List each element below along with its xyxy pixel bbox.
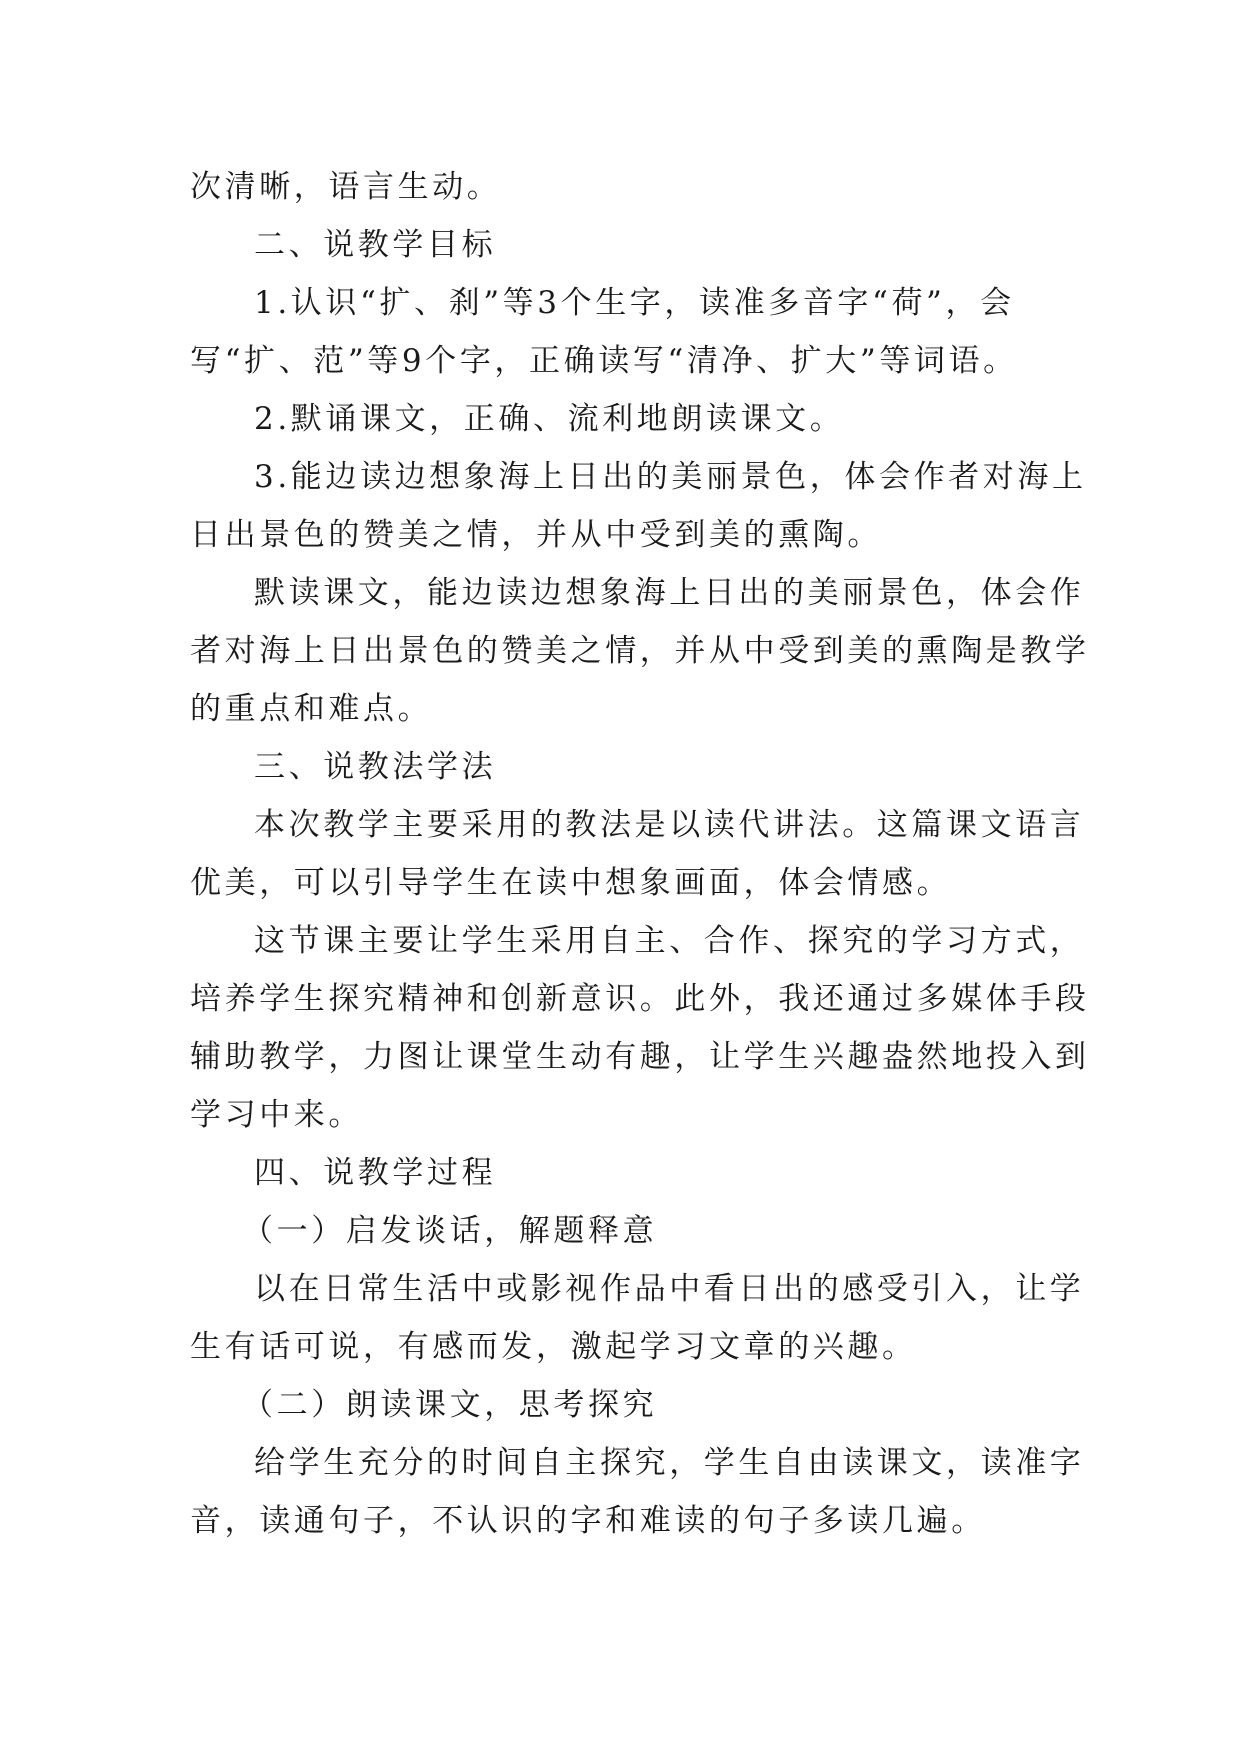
key-points-line-3: 的重点和难点。: [190, 691, 433, 727]
methods-paragraph-2-line-4: 学习中来。: [190, 1097, 363, 1133]
subheading-step-1: （一）启发谈话，解题释意: [242, 1213, 658, 1249]
step-2-line-2: 音，读通句子，不认识的字和难读的句子多读几遍。: [190, 1503, 986, 1539]
methods-paragraph-2-line-3: 辅助教学，力图让课堂生动有趣，让学生兴趣盎然地投入到: [190, 1039, 1090, 1075]
goal-2: 2.默诵课文，正确、流利地朗读课文。: [254, 401, 845, 437]
section-heading-teaching-goals: 二、说教学目标: [254, 227, 497, 263]
step-1-line-2: 生有话可说，有感而发，激起学习文章的兴趣。: [190, 1329, 917, 1365]
goal-3-line-2: 日出景色的赞美之情，并从中受到美的熏陶。: [190, 517, 882, 553]
methods-paragraph-1-line-2: 优美，可以引导学生在读中想象画面，体会情感。: [190, 865, 952, 901]
key-points-line-1: 默读课文，能边读边想象海上日出的美丽景色，体会作: [254, 575, 1085, 611]
step-2-line-1: 给学生充分的时间自主探究，学生自由读课文，读准字: [254, 1445, 1085, 1481]
key-points-line-2: 者对海上日出景色的赞美之情，并从中受到美的熏陶是教学: [190, 633, 1090, 669]
goal-1-line-1: 1.认识“扩、刹”等3个生字，读准多音字“荷”，会: [254, 285, 1015, 321]
goal-1-line-2: 写“扩、范”等9个字，正确读写“清净、扩大”等词语。: [190, 343, 1018, 379]
paragraph-continuation: 次清晰，语言生动。: [190, 169, 502, 205]
methods-paragraph-1-line-1: 本次教学主要采用的教法是以读代讲法。这篇课文语言: [254, 807, 1085, 843]
subheading-step-2: （二）朗读课文，思考探究: [242, 1387, 658, 1423]
section-heading-process: 四、说教学过程: [254, 1155, 497, 1191]
document-page: [190, 158, 1090, 1550]
step-1-line-1: 以在日常生活中或影视作品中看日出的感受引入，让学: [254, 1271, 1085, 1307]
goal-3-line-1: 3.能边读边想象海上日出的美丽景色，体会作者对海上: [254, 459, 1087, 495]
section-heading-methods: 三、说教法学法: [254, 749, 497, 785]
methods-paragraph-2-line-1: 这节课主要让学生采用自主、合作、探究的学习方式，: [254, 923, 1085, 959]
methods-paragraph-2-line-2: 培养学生探究精神和创新意识。此外，我还通过多媒体手段: [190, 981, 1090, 1017]
